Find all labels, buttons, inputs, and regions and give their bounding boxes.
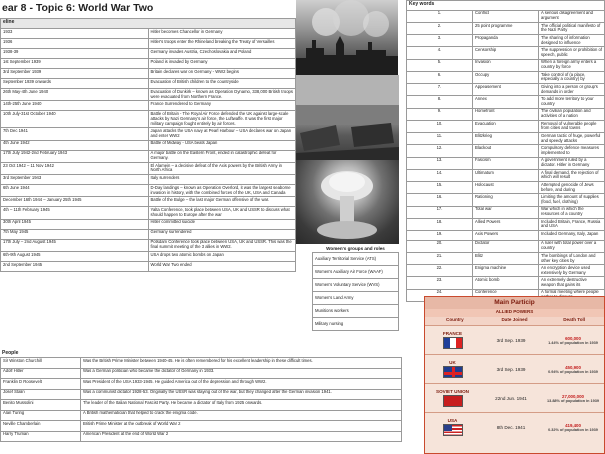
key-word-number: 8.	[407, 96, 473, 108]
women-group: Military nursing	[313, 318, 399, 331]
person-name: Benito Mussolini	[1, 400, 81, 411]
timeline-row	[1, 229, 296, 239]
women-row	[313, 266, 399, 279]
timeline-row	[1, 207, 296, 219]
key-word-term: Axis Powers	[473, 231, 539, 241]
women-row	[313, 279, 399, 292]
women-row	[313, 305, 399, 318]
key-word-definition: The sharing of information designed to influence	[539, 35, 605, 47]
key-word-number: 21.	[407, 252, 473, 264]
women-group: Women's Land Army	[313, 292, 399, 305]
key-word-number: 3.	[407, 35, 473, 47]
key-word-term: Conference	[473, 289, 539, 301]
key-word-term: Total war	[473, 206, 539, 218]
col-country: Country	[446, 317, 464, 322]
timeline-row	[1, 89, 296, 101]
participants-column-headers	[425, 317, 604, 325]
timeline-date: 23 Oct 1942 – 11 Nov 1942	[1, 162, 149, 174]
key-word-number: 9.	[407, 108, 473, 120]
person-description: A British mathematician that helped to crack the enigma code.	[81, 410, 402, 421]
key-word-term: Holocaust	[473, 182, 539, 194]
people-row	[1, 379, 402, 390]
timeline-event: Hitler's troops enter the Rhineland breaking the Treaty of Versailles	[148, 39, 296, 49]
timeline-date: 17th July 1942-2nd February 1943	[1, 150, 149, 162]
key-word-row	[407, 71, 605, 83]
timeline-date: 7th Dec 1941	[1, 128, 149, 140]
person-name: Adolf Hitler	[1, 368, 81, 379]
atomic-bomb-photo	[296, 160, 399, 244]
timeline-row	[1, 49, 296, 59]
person-name: Franklin D Roosevelt	[1, 379, 81, 390]
timeline-event: Evacuation of Dunkirk – known as Operation Dynamo, 338,000 British troops were evacuated from Northern France.	[148, 89, 296, 101]
women-group: Auxiliary Territorial Service (ATS)	[313, 253, 399, 266]
timeline-event: Hitler becomes Chancellor in Germany	[148, 29, 296, 39]
page-title: ear 8 - Topic 6: World War Two	[0, 0, 296, 18]
women-group: Women's Voluntary Service (WVS)	[313, 279, 399, 292]
key-word-row	[407, 252, 605, 264]
timeline-row	[1, 59, 296, 69]
women-heading: Women's groups and roles	[326, 246, 385, 251]
key-word-number: 19.	[407, 231, 473, 241]
key-word-term: Homefront	[473, 108, 539, 120]
key-word-number: 24.	[407, 289, 473, 301]
death-toll-value: 419,400	[565, 422, 581, 428]
key-word-term: Appeasement	[473, 84, 539, 96]
person-description: Was President of the USA 1933-1945. He guided America out of the depression and through WW2.	[81, 379, 402, 390]
country-flag-icon	[443, 395, 463, 407]
key-word-term: Blitzkrieg	[473, 133, 539, 145]
death-toll-note: 0.32% of population in 1939	[548, 427, 598, 432]
person-name: Sir Winston Churchill	[1, 358, 81, 369]
key-word-row	[407, 218, 605, 230]
death-toll-note: 1.44% of population in 1939	[548, 340, 598, 345]
timeline-event: France Surrendered to Germany	[148, 101, 296, 111]
key-word-number: 15.	[407, 182, 473, 194]
key-word-term: Annex	[473, 96, 539, 108]
key-word-term: Conflict	[473, 10, 539, 22]
timeline-row	[1, 39, 296, 49]
country-name: USA	[447, 418, 458, 423]
country-flag-icon	[443, 337, 463, 349]
key-word-number: 14.	[407, 169, 473, 181]
timeline-event: Potsdam Conference took place between USA, UK and USSR. This was the final summit meeting of the 3 allies in WW2.	[148, 239, 296, 251]
death-toll-note: 0.94% of population in 1939	[548, 369, 598, 374]
timeline-event: Japan attacks the USA navy at Pearl Harbour – USA declares war on Japan and enter WW2	[148, 128, 296, 140]
timeline-event: Italy surrenders	[148, 175, 296, 185]
participant-row	[425, 412, 604, 441]
key-word-number: 20.	[407, 240, 473, 252]
death-toll-value: 450,900	[565, 364, 581, 370]
people-row	[1, 358, 402, 369]
women-row	[313, 318, 399, 331]
timeline-date: December 16th 1944 – January 25th 1945	[1, 197, 149, 207]
key-word-term: 25 point programme	[473, 22, 539, 34]
timeline-event: Battle of Britain - The Royal Air Force defended the UK against large-scale attacks by Nazi Germany's air force, the Luftwaffe. It was the first major military campaign fought entirely by air forces.	[148, 111, 296, 128]
key-word-definition: The civilian population and activities of a nation	[539, 108, 605, 120]
timeline-row	[1, 219, 296, 229]
key-word-row	[407, 277, 605, 289]
country-flag-icon	[443, 424, 463, 436]
key-word-definition: Attempted genocide of Jews before, and during	[539, 182, 605, 194]
timeline-event: Yalta Conference, took place between USA, UK and USSR to discuss what should happen to Europe after the war	[148, 207, 296, 219]
people-row	[1, 400, 402, 411]
people-section	[0, 349, 402, 442]
timeline-event: El Alamein – a decisive defeat of the Axis powers by the British Army in North Africa	[148, 162, 296, 174]
person-description: The leader of the Italian National Fascist Party. He became a dictator of Italy from 1925 onwards.	[81, 400, 402, 411]
key-word-term: Propaganda	[473, 35, 539, 47]
key-word-row	[407, 35, 605, 47]
timeline-row	[1, 128, 296, 140]
key-word-row	[407, 194, 605, 206]
timeline-event: Battle of Midway - USA beats Japan	[148, 140, 296, 150]
key-word-row	[407, 59, 605, 71]
key-word-row	[407, 240, 605, 252]
timeline-heading: eline	[1, 19, 296, 29]
key-word-row	[407, 120, 605, 132]
key-word-definition: A formal meeting where people	[539, 289, 605, 301]
key-word-row	[407, 157, 605, 169]
death-toll-value: 27,000,000	[562, 393, 584, 399]
country-flag-icon	[443, 366, 463, 378]
key-word-term: Atomic bomb	[473, 277, 539, 289]
timeline-table	[0, 18, 296, 272]
key-words-heading: Key words	[407, 1, 605, 11]
participant-row	[425, 325, 604, 354]
death-toll	[542, 365, 604, 374]
death-toll	[542, 394, 604, 403]
people-row	[1, 410, 402, 421]
key-word-number: 16.	[407, 194, 473, 206]
key-word-definition: Compulsory defence measures implemented to	[539, 145, 605, 157]
person-description: Was the British Prime Minister between 1940-45. He is often remembered for his excellent leadership in these difficult times.	[81, 358, 402, 369]
dday-landing-photo	[296, 75, 399, 161]
women-row	[313, 292, 399, 305]
timeline-date: 1933	[1, 29, 149, 39]
participant-country	[425, 331, 480, 349]
key-words-table	[406, 0, 605, 302]
key-words-section	[406, 0, 605, 296]
key-word-term: Evacuation	[473, 120, 539, 132]
timeline-row	[1, 251, 296, 261]
death-toll	[542, 336, 604, 345]
people-heading: People	[0, 349, 402, 357]
key-word-definition: Included Britain, France, Russia and USA	[539, 218, 605, 230]
timeline-date: 4th June 1942	[1, 140, 149, 150]
people-row	[1, 368, 402, 379]
key-word-definition: A government ruled by a dictator. Hitler in Germany	[539, 157, 605, 169]
key-word-row	[407, 206, 605, 218]
timeline-event: Evacuation of British children to the countryside	[148, 79, 296, 89]
timeline-date: 17th July – 2nd August 1945	[1, 239, 149, 251]
key-word-number: 23.	[407, 277, 473, 289]
person-name: Harry Truman	[1, 431, 81, 442]
col-date-joined: Date Joined	[501, 317, 528, 322]
timeline-row	[1, 101, 296, 111]
timeline-date: 4th – 11th February 1945	[1, 207, 149, 219]
key-word-row	[407, 133, 605, 145]
skyline-silhouette	[296, 0, 398, 75]
key-word-term: Blackout	[473, 145, 539, 157]
timeline-row	[1, 150, 296, 162]
timeline-date: 3rd September 1943	[1, 175, 149, 185]
country-name: UK	[449, 360, 456, 365]
key-word-term: Occupy	[473, 71, 539, 83]
person-description: British Prime Minister at the outbreak of World War 2	[81, 421, 402, 432]
person-name: Neville Chamberlain	[1, 421, 81, 432]
key-word-number: 7.	[407, 84, 473, 96]
death-toll-note: 13.88% of population in 1939	[547, 398, 599, 403]
timeline-row	[1, 29, 296, 39]
date-joined: 22nd Jun. 1941	[495, 395, 527, 401]
key-word-definition: Removal of vulnerable people from cities and towns	[539, 120, 605, 132]
timeline-date: 7th May 1945	[1, 229, 149, 239]
participant-country	[425, 418, 480, 436]
key-word-definition: To add more territory to your country	[539, 96, 605, 108]
women-groups-section	[312, 245, 399, 331]
timeline-row	[1, 239, 296, 251]
allied-powers-heading: ALLIED POWERS	[425, 309, 604, 317]
key-word-definition: When a foreign army enters a country by force	[539, 59, 605, 71]
key-word-definition: The suppression or prohibition of speech, public	[539, 47, 605, 59]
key-word-definition: Take control of (a place, especially a country) by	[539, 71, 605, 83]
timeline-row	[1, 197, 296, 207]
mushroom-cloud	[296, 160, 399, 244]
participants-title: Main Particip	[425, 297, 604, 309]
timeline-event: Hitler committed suicide	[148, 219, 296, 229]
date-joined: 3rd Sep. 1939	[496, 337, 526, 343]
participant-country	[425, 389, 480, 407]
key-word-term: Invasion	[473, 59, 539, 71]
key-word-term: Enigma machine	[473, 265, 539, 277]
timeline-row	[1, 79, 296, 89]
timeline-section	[0, 18, 296, 348]
key-word-row	[407, 84, 605, 96]
timeline-event: Germany surrendered	[148, 229, 296, 239]
key-word-definition: Included Germany, Italy, Japan	[539, 231, 605, 241]
key-word-number: 13.	[407, 157, 473, 169]
key-word-number: 18.	[407, 218, 473, 230]
person-description: Was a communist dictator 1928-53. Originally the USSR was staying out of the war, but they changed after the German invasion 1941.	[81, 389, 402, 400]
key-word-number: 5.	[407, 59, 473, 71]
country-name: SOVIET UNION	[436, 389, 469, 394]
person-description: Was a German politician who became the dictator of Germany in 1933.	[81, 368, 402, 379]
timeline-row	[1, 69, 296, 79]
key-word-term: Dictator	[473, 240, 539, 252]
timeline-row	[1, 140, 296, 150]
timeline-event: World War Two ended	[148, 261, 296, 271]
timeline-event: Poland is invaded by Germany	[148, 59, 296, 69]
landing-craft-silhouette	[296, 75, 399, 161]
women-group: Munitions workers	[313, 305, 399, 318]
london-blitz-photo	[296, 0, 398, 75]
key-word-number: 11.	[407, 133, 473, 145]
key-word-number: 1.	[407, 10, 473, 22]
death-toll	[542, 423, 604, 432]
key-word-definition: A serious disagreement and argument	[539, 10, 605, 22]
col-death-toll: Death Toll	[563, 317, 586, 322]
key-word-number: 4.	[407, 47, 473, 59]
timeline-date: 6th June 1944	[1, 185, 149, 197]
date-joined: 8th Dec. 1941	[496, 424, 526, 430]
key-word-term: Allied Powers	[473, 218, 539, 230]
key-word-term: Rationing	[473, 194, 539, 206]
timeline-event: Britain declares war on Germany - WW2 begins	[148, 69, 296, 79]
key-word-number: 10.	[407, 120, 473, 132]
main-participants-panel	[424, 296, 605, 454]
key-word-definition: A final demand, the rejection of which will result	[539, 169, 605, 181]
timeline-event: Battle of the Bulge – the last major German offensive of the war.	[148, 197, 296, 207]
key-word-row	[407, 231, 605, 241]
key-word-definition: The official political manifesto of the Nazi Party	[539, 22, 605, 34]
key-word-row	[407, 96, 605, 108]
timeline-event: A major battle on the Eastern Front, ended in catastrophic defeat for Germany.	[148, 150, 296, 162]
key-word-row	[407, 182, 605, 194]
participant-country	[425, 360, 480, 378]
timeline-date: 2nd September 1945	[1, 261, 149, 271]
timeline-date: 1938-39	[1, 49, 149, 59]
key-word-number: 17.	[407, 206, 473, 218]
timeline-date: 10th July-31st October 1940	[1, 111, 149, 128]
key-word-term: Censorship	[473, 47, 539, 59]
timeline-date: 30th April 1945	[1, 219, 149, 229]
key-word-row	[407, 145, 605, 157]
timeline-date: September 1939 onwards	[1, 79, 149, 89]
key-word-number: 22.	[407, 265, 473, 277]
key-word-number: 2.	[407, 22, 473, 34]
key-word-row	[407, 108, 605, 120]
timeline-event: Germany invades Austria, Czechoslovakia and Poland	[148, 49, 296, 59]
key-word-definition: An extremely destructive weapon that gains its	[539, 277, 605, 289]
people-row	[1, 421, 402, 432]
timeline-row	[1, 261, 296, 271]
timeline-row	[1, 162, 296, 174]
key-word-definition: War which in which the resources of a country	[539, 206, 605, 218]
timeline-row	[1, 185, 296, 197]
timeline-event: D-Day landings – known as Operation Overlord, it was the largest seaborne invasion in history, with the combined forces of the UK, USA and Canada	[148, 185, 296, 197]
timeline-date: 3rd September 1939	[1, 69, 149, 79]
key-word-row	[407, 47, 605, 59]
key-word-number: 12.	[407, 145, 473, 157]
key-word-term: Fascism	[473, 157, 539, 169]
timeline-date: 14th-25th June 1940	[1, 101, 149, 111]
key-word-definition: An encryption device used extensively by Germany	[539, 265, 605, 277]
participant-row	[425, 383, 604, 412]
key-word-number: 6.	[407, 71, 473, 83]
key-word-definition: German tactic of huge, powerful and speedy attacks	[539, 133, 605, 145]
key-word-row	[407, 10, 605, 22]
country-name: FRANCE	[442, 331, 463, 336]
timeline-row	[1, 111, 296, 128]
key-word-term: Blitz	[473, 252, 539, 264]
death-toll-value: 600,000	[565, 335, 581, 341]
person-name: Josef Stalin	[1, 389, 81, 400]
women-table	[312, 252, 399, 331]
key-word-definition: Limiting the amount of supplies (food, fuel, clothing)	[539, 194, 605, 206]
key-word-term: Ultimatum	[473, 169, 539, 181]
people-row	[1, 389, 402, 400]
date-joined: 3rd Sep. 1939	[496, 366, 526, 372]
key-word-definition: A ruler with total power over a country	[539, 240, 605, 252]
participant-row	[425, 354, 604, 383]
key-word-definition: The bombings of London and other key cities by	[539, 252, 605, 264]
people-row	[1, 431, 402, 442]
person-name: Alan Turing	[1, 410, 81, 421]
key-word-row	[407, 169, 605, 181]
women-group: Women's Auxiliary Air Force (WAAF)	[313, 266, 399, 279]
key-word-definition: Giving into a person or group's demands in order	[539, 84, 605, 96]
timeline-date: 1st September 1939	[1, 59, 149, 69]
key-word-row	[407, 265, 605, 277]
timeline-row	[1, 175, 296, 185]
key-word-row	[407, 22, 605, 34]
timeline-date: 1936	[1, 39, 149, 49]
timeline-date: 6th-9th August 1945	[1, 251, 149, 261]
timeline-event: USA drops two atomic bombs on Japan	[148, 251, 296, 261]
women-row	[313, 253, 399, 266]
person-description: American President at the end of World War 2	[81, 431, 402, 442]
timeline-date: 26th May-4th June 1940	[1, 89, 149, 101]
people-table	[0, 357, 402, 442]
